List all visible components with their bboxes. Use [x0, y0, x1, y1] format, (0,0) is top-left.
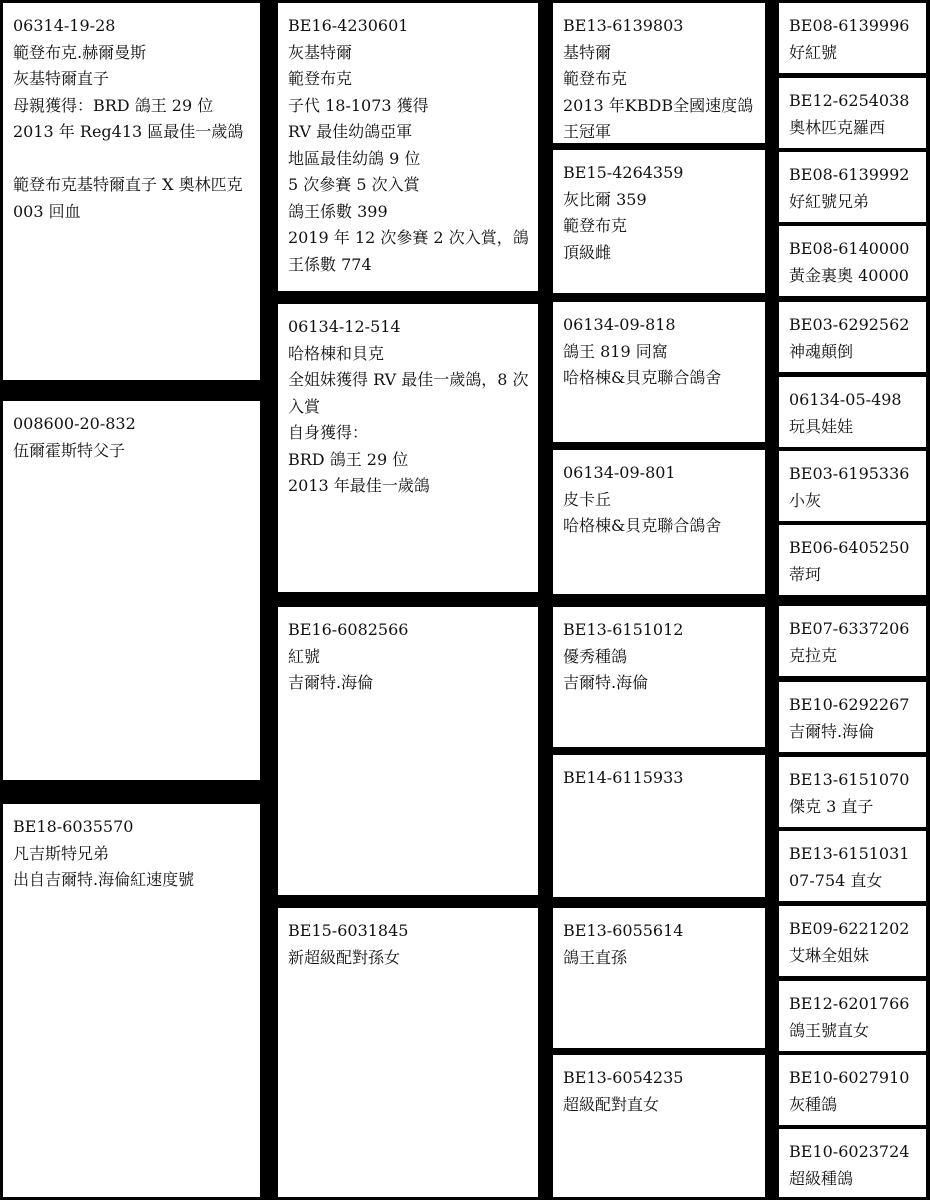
card-line: 2019 年 12 次參賽 2 次入賞，鴿王係數 774: [288, 228, 529, 274]
pedigree-card-sire-sire: [278, 3, 538, 291]
card-line: 基特爾: [563, 42, 612, 62]
card-line: 鴿王係數 399: [288, 201, 388, 221]
pedigree-card-gen3: [553, 607, 765, 747]
pedigree-card-gen4: [779, 831, 926, 901]
ring-number: BE07-6337206: [789, 619, 910, 638]
ring-number: BE15-6031845: [288, 921, 409, 940]
ring-number: BE08-6139992: [789, 165, 910, 184]
card-line: 出自吉爾特.海倫紅速度號: [13, 870, 195, 889]
pedigree-card-gen4: [779, 1129, 926, 1197]
pedigree-card-gen3: [553, 302, 765, 442]
ring-number: BE13-6139803: [563, 16, 684, 35]
card-line: 鴿王直孫: [563, 947, 628, 967]
pedigree-card-gen4: [779, 3, 926, 73]
pedigree-card-gen3: [553, 908, 765, 1048]
ring-number: BE03-6292562: [789, 315, 910, 334]
card-line: 範登布克: [563, 69, 628, 88]
card-line: 艾琳全姐妹: [789, 945, 870, 965]
ring-number: BE08-6139996: [789, 16, 910, 35]
card-line: 傑克 3 直子: [789, 796, 874, 816]
pedigree-card-gen3: [553, 755, 765, 897]
ring-number: 06134-09-818: [563, 315, 676, 334]
card-line: 全姐妹獲得 RV 最佳一歲鴿，8 次入賞: [288, 370, 529, 416]
card-line: 哈格棟和貝克: [288, 343, 385, 363]
pedigree-card-gen4: [779, 606, 926, 676]
ring-number: BE12-6201766: [789, 994, 910, 1013]
card-line: BRD 鴿王 29 位: [288, 449, 409, 469]
card-line: 灰比爾 359: [563, 189, 647, 209]
card-line: 奧林匹克羅西: [789, 117, 886, 137]
ring-number: BE15-4264359: [563, 163, 684, 182]
card-line: 優秀種鴿: [563, 646, 628, 666]
ring-number: BE13-6151070: [789, 770, 910, 789]
ring-number: BE13-6151012: [563, 620, 684, 639]
card-line: 紅號: [288, 646, 321, 666]
card-line: [13, 146, 256, 173]
ring-number: BE16-6082566: [288, 620, 409, 639]
ring-number: BE13-6055614: [563, 921, 684, 940]
card-line: 蒂珂: [789, 564, 822, 584]
ring-number: BE13-6151031: [789, 844, 910, 863]
card-line: 鴿王號直女: [789, 1020, 870, 1040]
card-line: 伍爾霍斯特父子: [13, 440, 126, 460]
card-line: 鴿王 819 同窩: [563, 341, 668, 361]
card-line: 哈格棟&貝克聯合鴿舍: [563, 516, 722, 535]
pedigree-card-gen4: [779, 981, 926, 1051]
ring-number: BE10-6027910: [789, 1068, 910, 1087]
pedigree-card-dam-sire: [278, 607, 538, 895]
card-line: 吉爾特.海倫: [789, 721, 875, 741]
pedigree-card-dam: [3, 804, 260, 1197]
card-line: 灰基特爾直子: [13, 69, 110, 88]
ring-number: BE16-4230601: [288, 16, 409, 35]
pedigree-card-gen4: [779, 757, 926, 827]
card-line: 07-754 直女: [789, 870, 883, 890]
card-line: 新超級配對孫女: [288, 947, 401, 967]
ring-number: 06314-19-28: [13, 16, 116, 35]
card-line: 克拉克: [789, 645, 838, 665]
card-line: 母親獲得：BRD 鴿王 29 位: [13, 95, 214, 115]
ring-number: 008600-20-832: [13, 414, 136, 433]
ring-number: BE08-6140000: [789, 239, 910, 258]
card-line: 頂級雌: [563, 242, 612, 262]
ring-number: BE03-6195336: [789, 464, 910, 483]
card-line: 吉爾特.海倫: [288, 673, 374, 692]
card-line: 好紅號: [789, 42, 838, 62]
pedigree-card-dam-dam: [278, 908, 538, 1197]
pedigree-card-gen4: [779, 302, 926, 372]
card-line: 玩具娃娃: [789, 416, 854, 436]
card-line: 超級種鴿: [789, 1168, 854, 1188]
ring-number: BE06-6405250: [789, 538, 910, 557]
pedigree-card-gen4: [779, 78, 926, 148]
card-line: 範登布克: [563, 216, 628, 235]
card-line: 超級配對直女: [563, 1094, 660, 1114]
card-line: 自身獲得：: [288, 423, 369, 442]
pedigree-card-gen4: [779, 525, 926, 595]
card-line: 地區最佳幼鴿 9 位: [288, 148, 421, 168]
pedigree-card-sire: [3, 3, 260, 380]
pedigree-card-gen4: [779, 377, 926, 447]
card-line: 小灰: [789, 490, 822, 510]
ring-number: 06134-05-498: [789, 390, 902, 409]
pedigree-card-gen4: [779, 682, 926, 752]
pedigree-card-gen4: [779, 906, 926, 976]
card-line: 子代 18-1073 獲得: [288, 95, 429, 115]
card-line: 5 次參賽 5 次入賞: [288, 175, 420, 194]
pedigree-card-gen4: [779, 451, 926, 521]
ring-number: 06134-12-514: [288, 317, 401, 336]
card-line: 凡吉斯特兄弟: [13, 843, 110, 863]
ring-number: 06134-09-801: [563, 463, 676, 482]
ring-number: BE18-6035570: [13, 817, 134, 836]
card-line: 範登布克基特爾直子 X 奧林匹克 003 回血: [13, 175, 248, 221]
card-line: 2013 年最佳一歲鴿: [288, 476, 430, 495]
card-line: 2013 年 Reg413 區最佳一歲鴿: [13, 122, 244, 141]
card-line: 黃金裏奧 40000: [789, 265, 909, 285]
ring-number: BE13-6054235: [563, 1068, 684, 1087]
pedigree-card-gen4: [779, 152, 926, 222]
card-line: RV 最佳幼鴿亞軍: [288, 122, 413, 141]
pedigree-card-gen4: [779, 1055, 926, 1125]
ring-number: BE10-6023724: [789, 1142, 910, 1161]
pedigree-card-sire-dam: [278, 304, 538, 592]
pedigree-card-gen4: [779, 226, 926, 296]
ring-number: BE09-6221202: [789, 919, 910, 938]
pedigree-card-gen3: [553, 450, 765, 594]
card-line: 灰基特爾: [288, 42, 353, 62]
pedigree-card-owner: [3, 401, 260, 780]
card-line: 2013 年KBDB全國速度鴿王冠軍: [563, 95, 754, 141]
ring-number: BE14-6115933: [563, 768, 684, 787]
card-line: 灰種鴿: [789, 1094, 838, 1114]
pedigree-card-gen3: [553, 150, 765, 293]
pedigree-card-gen3: [553, 3, 765, 143]
card-line: 神魂顛倒: [789, 341, 854, 361]
card-line: 皮卡丘: [563, 489, 612, 509]
pedigree-card-gen3: [553, 1055, 765, 1197]
card-line: 範登布克: [288, 69, 353, 88]
card-line: 哈格棟&貝克聯合鴿舍: [563, 368, 722, 387]
card-line: 好紅號兄弟: [789, 191, 870, 211]
card-line: 吉爾特.海倫: [563, 673, 649, 692]
ring-number: BE10-6292267: [789, 695, 910, 714]
card-line: 範登布克.赫爾曼斯: [13, 42, 147, 62]
ring-number: BE12-6254038: [789, 91, 910, 110]
